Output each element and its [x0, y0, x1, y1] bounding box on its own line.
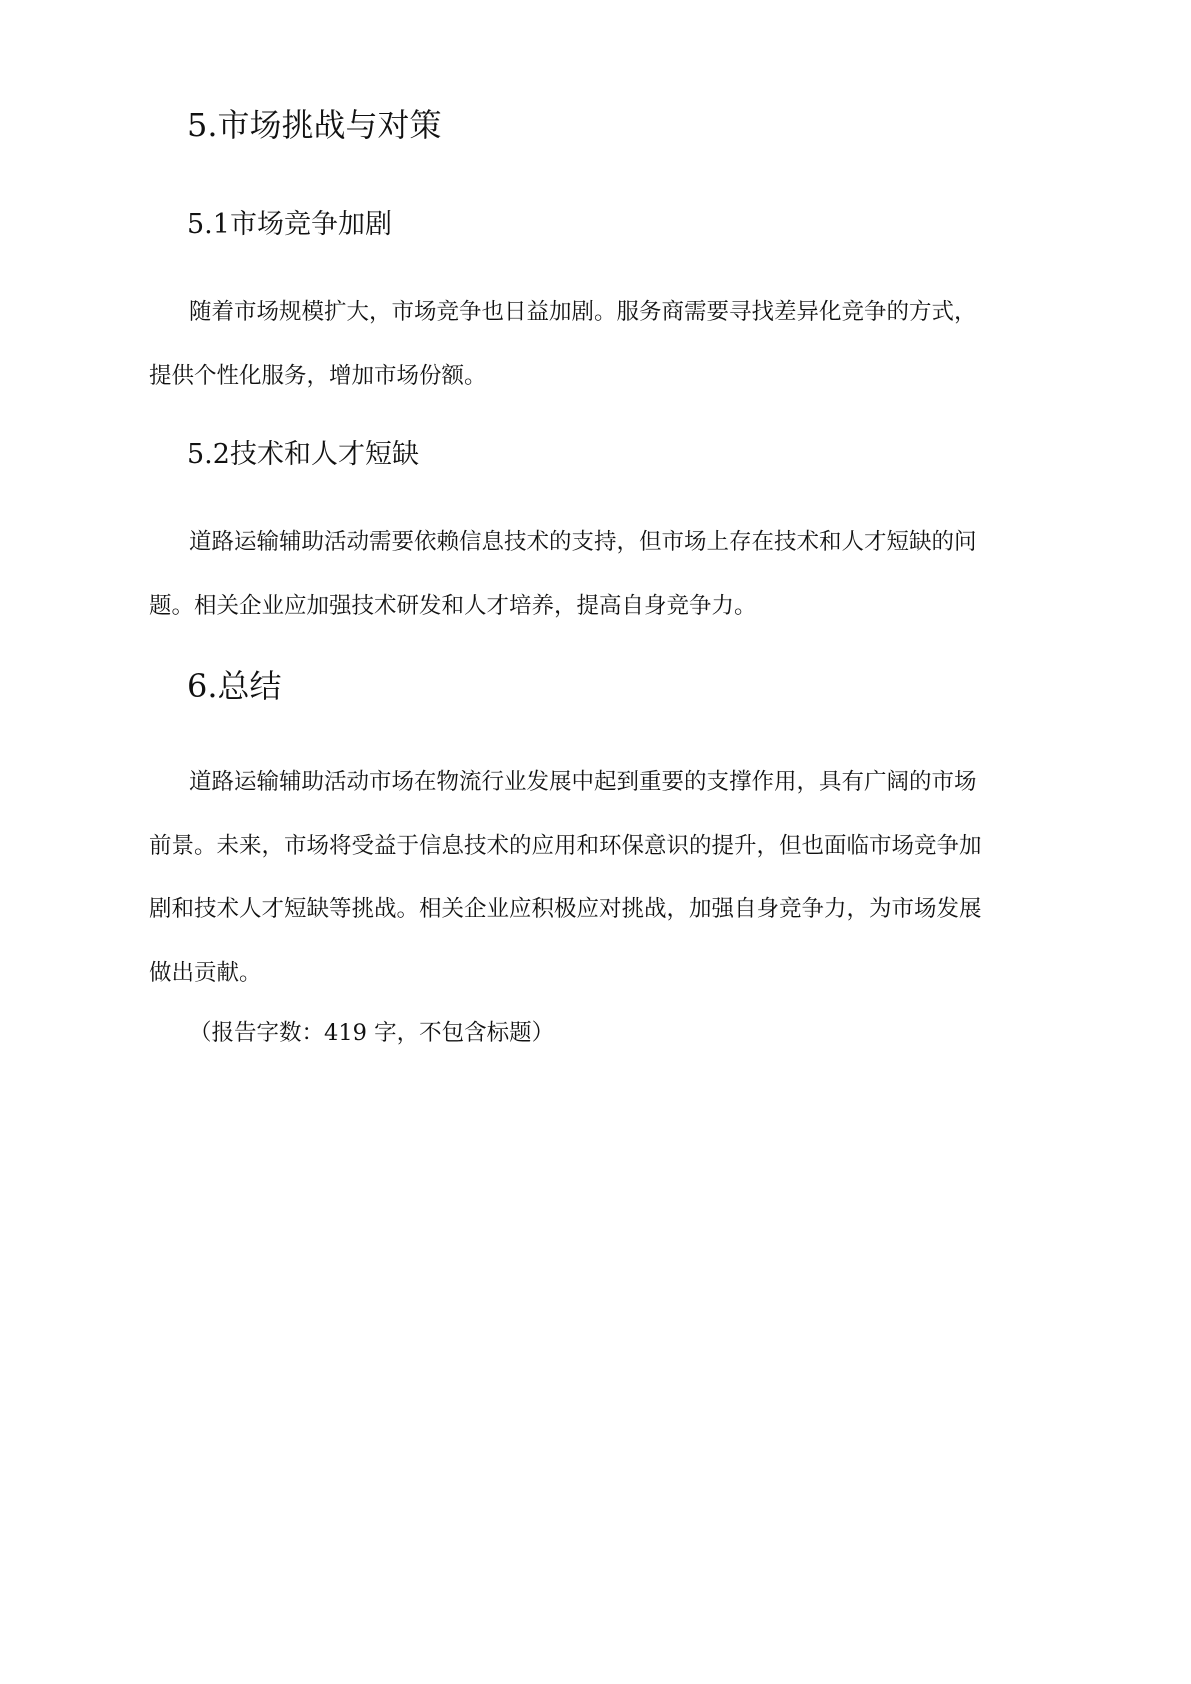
paragraph-line: 提供个性化服务，增加市场份额。 — [149, 362, 487, 389]
section-5-1-heading: 5.1市场竞争加剧 — [187, 209, 392, 240]
section-5-heading: 5.市场挑战与对策 — [187, 106, 442, 144]
paragraph-line: 随着市场规模扩大，市场竞争也日益加剧。服务商需要寻找差异化竞争的方式， — [189, 299, 977, 325]
word-count-note: （报告字数：419 字，不包含标题） — [189, 1020, 555, 1046]
paragraph-line: 道路运输辅助活动需要依赖信息技术的支持，但市场上存在技术和人才短缺的问 — [189, 529, 977, 555]
paragraph-line: 前景。未来，市场将受益于信息技术的应用和环保意识的提升，但也面临市场竞争加 — [149, 832, 982, 859]
section-5-2-heading: 5.2技术和人才短缺 — [187, 439, 419, 470]
paragraph-line: 剧和技术人才短缺等挑战。相关企业应积极应对挑战，加强自身竞争力，为市场发展 — [149, 896, 982, 922]
section-6-heading: 6.总结 — [187, 667, 282, 705]
section-5-1-paragraph — [149, 281, 1041, 408]
paragraph-line: 题。相关企业应加强技术研发和人才培养，提高自身竞争力。 — [149, 592, 757, 619]
section-5-2-paragraph — [149, 511, 1041, 638]
section-6-paragraph — [149, 751, 1041, 1005]
paragraph-line: 道路运输辅助活动市场在物流行业发展中起到重要的支撑作用，具有广阔的市场 — [189, 769, 977, 795]
paragraph-line: 做出贡献。 — [149, 959, 262, 986]
